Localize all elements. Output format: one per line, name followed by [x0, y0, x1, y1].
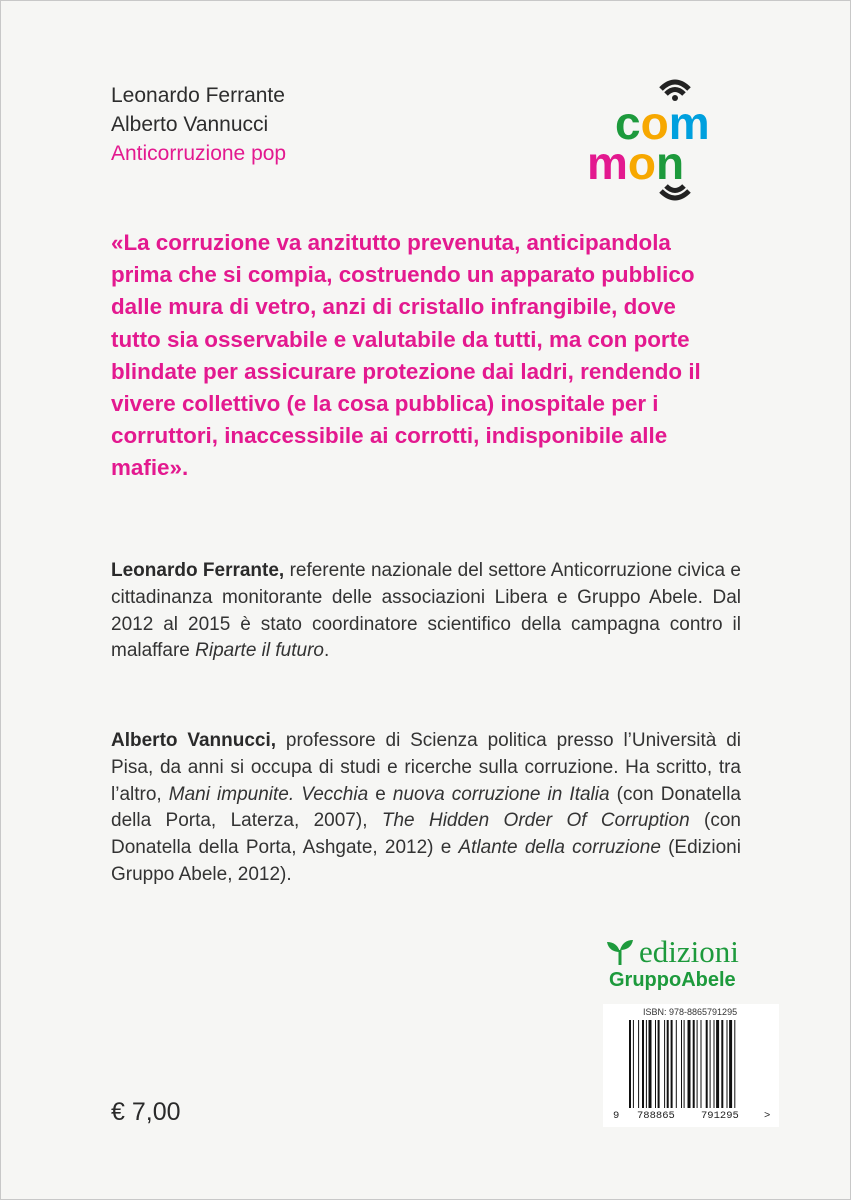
logo-line-1: com — [615, 97, 710, 149]
publisher-word: edizioni — [639, 934, 739, 969]
sprout-icon — [605, 938, 635, 966]
bio-italic: Atlante della corruzione — [458, 837, 661, 859]
barcode-digit-first: 9 — [613, 1110, 620, 1122]
isbn-barcode — [603, 1004, 779, 1127]
publisher-name: GruppoAbele — [609, 969, 736, 991]
bio-name: Leonardo Ferrante, — [111, 560, 285, 581]
publisher-logo — [605, 935, 775, 991]
bio-text: . — [323, 640, 330, 662]
book-title: Anticorruzione pop — [111, 142, 287, 165]
bio-italic: Mani impunite. Vecchia — [168, 783, 369, 805]
bio-italic: nuova corruzione in Italia — [392, 783, 610, 805]
bio-italic: Riparte il futuro — [195, 640, 324, 662]
bio-text: professore di Scienza politica presso l’Università di Pisa, da anni si occupa di studi e ricerche sulla corruzione. Ha scritto, tra l’altro, — [111, 730, 741, 805]
common-logo-graphic — [587, 73, 763, 211]
barcode-arrow: > — [764, 1110, 771, 1122]
bio-text: (con Donatella della Porta, Ashgate, 2012) e — [111, 810, 741, 859]
barcode-bars — [629, 1020, 761, 1108]
bio-text: (Edizioni Gruppo Abele, 2012). — [111, 837, 741, 885]
author-block — [111, 81, 286, 168]
barcode-digits-right: 791295 — [701, 1110, 739, 1122]
common-series-logo — [587, 73, 763, 211]
isbn-label: ISBN: 978-8865791295 — [643, 1007, 738, 1017]
author-bio — [111, 558, 741, 665]
bio-name: Alberto Vannucci, — [111, 730, 277, 751]
author-name: Leonardo Ferrante — [111, 84, 285, 107]
logo-line-2: mon — [587, 137, 685, 189]
author-bio — [111, 728, 741, 889]
bio-text: e — [368, 783, 393, 805]
bio-italic: The Hidden Order Of Corruption — [381, 810, 690, 832]
barcode-digits-left: 788865 — [637, 1110, 675, 1122]
bio-text: referente nazionale del settore Anticorruzione civica e cittadinanza monitorante delle associazioni Libera e Gruppo Abele. Dal 2012 al 2015 è stato coordinatore scientifico della campagna contro il malaffare — [111, 560, 741, 662]
bio-text: (con Donatella della Porta, Laterza, 2007), — [111, 783, 741, 832]
author-name: Alberto Vannucci — [111, 113, 269, 136]
pull-quote: «La corruzione va anzitutto prevenuta, anticipandola prima che si compia, costruendo un apparato pubblico dalle mura di vetro, anzi di cristallo infrangibile, dove tutto sia osservabile e valutabile da tutti, ma con porte blindate per assicurare protezione dai ladri, rendendo il vivere collettivo (e la cosa pubblica) inospitale per i corruttori, inaccessibile ai corrotti, indisponibile alle mafie». — [111, 230, 701, 481]
price: € 7,00 — [111, 1098, 181, 1126]
